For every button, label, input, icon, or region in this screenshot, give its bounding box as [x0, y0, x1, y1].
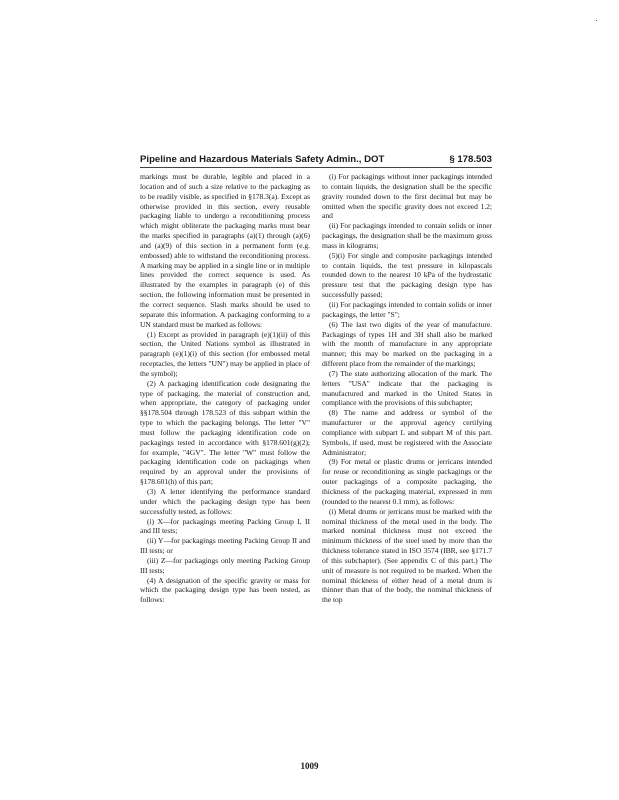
paragraph: (5)(i) For single and composite packagings intended to contain liquids, the test pressure in kilopascals rounded down to the nearest 10 kPa of the hydrostatic pressure test that the packaging design type has successfully passed; [322, 250, 492, 300]
right-column [322, 172, 492, 605]
paragraph: (8) The name and address or symbol of the manufacturer or the approval agency certifying compliance with subpart L and subpart M of this part. Symbols, if used, must be registered with the Associate Administrator; [322, 408, 492, 457]
paragraph: (2) A packaging identification code designating the type of packaging, the material of construction and, when appropriate, the category of packaging under §§178.504 through 178.523 of this subpart within the type to which the packaging belongs. The letter "V" must follow the packaging identification code on packagings tested in accordance with §178.601(g)(2); for example, "4GV". The letter "W" must follow the packaging identification code on packagings when required by an approval under the provisions of §178.601(h) of this part; [140, 378, 310, 487]
scan-speck [596, 20, 597, 21]
header-section: § 178.503 [449, 154, 492, 165]
paragraph: (1) Except as provided in paragraph (e)(1)(ii) of this section, the United Nations symbol as illustrated in paragraph (e)(1)(i) of this section (for embossed metal receptacles, the letters "UN") may be applied in place of the symbol); [140, 329, 310, 378]
paragraph: (i) For packagings without inner packagings intended to contain liquids, the designation shall be the specific gravity rounded down to the first decimal but may be omitted when the specific gravity does not exceed 1.2; and [322, 172, 492, 221]
paragraph: (ii) Y—for packagings meeting Packing Group II and III tests; or [140, 536, 310, 556]
header-agency: Pipeline and Hazardous Materials Safety Admin., DOT [140, 154, 385, 165]
paragraph: (4) A designation of the specific gravity or mass for which the packaging design type has been tested, as follows: [140, 575, 310, 605]
paragraph: (7) The state authorizing allocation of the mark. The letters "USA" indicate that the packaging is manufactured and marked in the United States in compliance with the provisions of this subchapter; [322, 368, 492, 408]
page-number: 1009 [300, 761, 319, 771]
header-rule [140, 167, 492, 168]
paragraph: (i) Metal drums or jerricans must be marked with the nominal thickness of the metal used in the body. The marked nominal thickness must not exceed the minimum thickness of the steel used by more than the thickness tolerance stated in ISO 3574 (IBR, see §171.7 of this subchapter). (See appendix C of this part.) The unit of measure is not required to be marked. When the nominal thickness of either head of a metal drum is thinner than that of the body, the nominal thickness of the top [322, 506, 492, 605]
paragraph: (3) A letter identifying the performance standard under which the packaging design type has been successfully tested, as follows: [140, 487, 310, 516]
paragraph: (6) The last two digits of the year of manufacture. Packagings of types 1H and 3H shall also be marked with the month of manufacture in any appropriate manner; this may be marked on the packaging in a different place from the remainder of the markings; [322, 319, 492, 369]
running-header [140, 152, 492, 168]
paragraph: (9) For metal or plastic drums or jerricans intended for reuse or reconditioning as single packagings or the outer packagings of a composite packaging, the thickness of the packaging material, expressed in mm (rounded to the nearest 0.1 mm), as follows: [322, 457, 492, 506]
paragraph: markings must be durable, legible and placed in a location and of such a size relative to the packaging as to be readily visible, as specified in §178.3(a). Except as otherwise provided in this section, every reusable packaging liable to undergo a reconditioning process which might obliterate the packaging marks must bear the marks specified in paragraphs (a)(1) through (a)(6) and (a)(9) of this section in a permanent form (e.g. embossed) able to withstand the reconditioning process. A marking may be applied in a single line or in multiple lines provided the correct sequence is used. As illustrated by the examples in paragraph (e) of this section, the following information must be presented in the correct sequence. Slash marks should be used to separate this information. A packaging conforming to a UN standard must be marked as follows: [140, 172, 310, 329]
paragraph: (iii) Z—for packagings only meeting Packing Group III tests; [140, 555, 310, 575]
paragraph: (ii) For packagings intended to contain solids or inner packagings, the designation shall be the maximum gross mass in kilograms; [322, 221, 492, 250]
paragraph: (ii) For packagings intended to contain solids or inner packagings, the letter "S"; [322, 299, 492, 319]
left-column [140, 172, 310, 605]
paragraph: (i) X—for packagings meeting Packing Group I, II and III tests; [140, 516, 310, 536]
